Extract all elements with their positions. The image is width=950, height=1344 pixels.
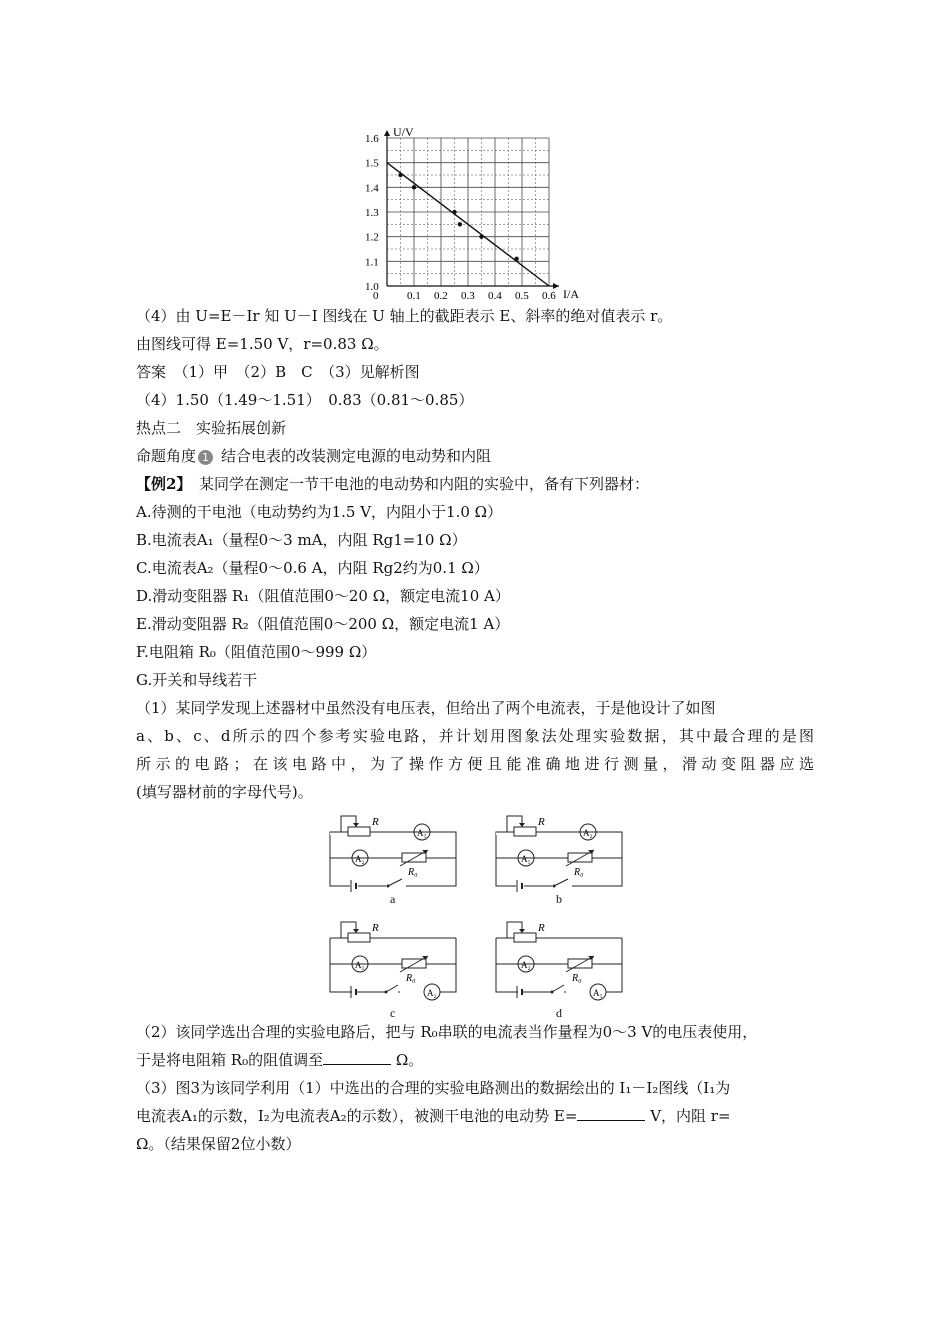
question-3-line-2 xyxy=(136,1106,731,1126)
item-b: B.电流表A₁（量程0～3 mA，内阻 Rg1=10 Ω） xyxy=(136,531,467,549)
rheostat xyxy=(348,827,370,836)
x-tick-label: 0.4 xyxy=(488,290,502,302)
question-1-line-2: a、b、c、d所示的四个参考实验电路，并计划用图象法处理实验数据，其中最合理的是图 xyxy=(136,727,814,745)
question-2-unit: Ω。 xyxy=(391,1051,424,1069)
y-tick-label: 1.2 xyxy=(365,231,379,244)
topic-angle-label: 命题角度 xyxy=(136,447,197,465)
rheostat-label: R xyxy=(538,816,545,828)
y-tick-label: 1.1 xyxy=(365,256,379,269)
data-point xyxy=(458,222,462,226)
x-axis-label: I/A xyxy=(563,287,579,301)
section-heading: 热点二 实验拓展创新 xyxy=(136,419,287,437)
resistor-box-label: R₀ xyxy=(572,973,582,984)
rheostat xyxy=(348,933,370,942)
x-tick-label: 0.1 xyxy=(407,290,421,302)
example-text: 某同学在测定一节干电池的电动势和内阻的实验中，备有下列器材： xyxy=(183,475,649,493)
item-f: F.电阻箱 R₀（阻值范围0～999 Ω） xyxy=(136,643,377,661)
circuit-c xyxy=(328,918,460,1018)
y-tick-label: 1.3 xyxy=(365,207,379,219)
item-c: C.电流表A₂（量程0～0.6 A，内阻 Rg2约为0.1 Ω） xyxy=(136,559,489,577)
item-d: D.滑动变阻器 R₁（阻值范围0～20 Ω，额定电流10 A） xyxy=(136,587,510,605)
answer-line-2: （4）1.50（1.49～1.51） 0.83（0.81～0.85） xyxy=(136,391,474,409)
rheostat-label: R xyxy=(372,816,379,828)
example-intro xyxy=(136,474,649,494)
question-1-line-3: 所示的电路；在该电路中，为了操作方便且能准确地进行测量，滑动变阻器应选 xyxy=(136,755,814,773)
data-point xyxy=(514,257,518,261)
question-3-text-2: V，内阻 r= xyxy=(645,1107,731,1125)
rheostat-label: R xyxy=(538,922,545,934)
ammeter-left-label: A₁ xyxy=(355,960,365,970)
answer-blank[interactable] xyxy=(323,1050,391,1065)
graph-grid xyxy=(387,138,549,286)
ammeter-left-label: A₂ xyxy=(521,960,531,970)
y-axis-label: U/V xyxy=(393,125,414,139)
question-2-line-1: （2）该同学选出合理的实验电路后，把与 R₀串联的电流表当作量程为0～3 V的电压表使用， xyxy=(136,1023,758,1041)
y-tick-label: 1.5 xyxy=(365,157,379,170)
answer-blank-emf[interactable] xyxy=(577,1106,645,1121)
question-3-line-3: Ω。（结果保留2位小数） xyxy=(136,1135,301,1153)
rheostat-label: R xyxy=(372,922,379,934)
data-point xyxy=(479,234,483,238)
resistor-box-label: R₀ xyxy=(574,867,584,878)
answer-line-1: 答案 （1）甲 （2）B C （3）见解析图 xyxy=(136,363,420,381)
question-2-line-2 xyxy=(136,1050,423,1070)
question-1-line-4: (填写器材前的字母代号)。 xyxy=(136,783,313,801)
circuit-caption-b: b xyxy=(556,892,562,906)
u-i-graph xyxy=(355,122,595,302)
topic-angle-title: 结合电表的改装测定电源的电动势和内阻 xyxy=(221,447,492,465)
number-badge: 1 xyxy=(198,450,213,465)
circuit-caption-d: d xyxy=(556,1006,562,1020)
question-3-line-1: （3）图3为该同学利用（1）中选出的合理的实验电路测出的数据绘出的 I₁－I₂图线（I₁为 xyxy=(136,1079,731,1097)
ammeter-bottom-label: A₁ xyxy=(593,988,603,998)
question-2-text: 于是将电阻箱 R₀的阻值调至 xyxy=(136,1051,324,1069)
ammeter-top-label: A₂ xyxy=(583,828,593,838)
topic-angle xyxy=(136,446,491,466)
x-tick-label: 0.2 xyxy=(434,290,448,302)
y-tick-label: 1.4 xyxy=(365,182,379,195)
rheostat xyxy=(514,827,536,836)
circuit-caption-c: c xyxy=(390,1006,396,1020)
item-a: A.待测的干电池（电动势约为1.5 V，内阻小于1.0 Ω） xyxy=(136,503,503,521)
solution-step-4: （4）由 U=E－Ir 知 U－I 图线在 U 轴上的截距表示 E、斜率的绝对值表示 r。 xyxy=(136,307,673,325)
resistor-box-label: R₀ xyxy=(408,867,418,878)
ammeter-left-label: A₁ xyxy=(521,854,531,864)
item-e: E.滑动变阻器 R₂（阻值范围0～200 Ω，额定电流1 A） xyxy=(136,615,510,633)
circuit-caption-a: a xyxy=(390,892,396,906)
x-tick-label: 0.5 xyxy=(515,290,529,302)
ammeter-bottom-label: A₂ xyxy=(427,988,437,998)
question-3-text: 电流表A₁的示数，I₂为电流表A₂的示数），被测干电池的电动势 E= xyxy=(136,1107,578,1125)
x-tick-label: 0.3 xyxy=(461,290,475,302)
resistor-box-label: R₀ xyxy=(406,973,416,984)
rheostat xyxy=(514,933,536,942)
y-tick-label: 1.6 xyxy=(365,133,379,145)
graph-axes xyxy=(384,130,559,289)
y-tick-label: 1.0 xyxy=(365,281,379,293)
item-g: G.开关和导线若干 xyxy=(136,671,258,689)
question-1-line-1: （1）某同学发现上述器材中虽然没有电压表，但给出了两个电流表，于是他设计了如图 xyxy=(136,699,716,717)
data-point xyxy=(398,173,402,177)
ammeter-left-label: A₂ xyxy=(355,854,365,864)
data-point xyxy=(412,185,416,189)
example-tag: 【例2】 xyxy=(136,475,184,493)
circuit-d xyxy=(494,918,626,1018)
x-tick-label: 0 xyxy=(373,290,379,302)
ammeter-top-label: A₁ xyxy=(417,828,427,838)
data-point xyxy=(452,210,456,214)
solution-result: 由图线可得 E=1.50 V，r=0.83 Ω。 xyxy=(136,335,389,353)
x-tick-label: 0.6 xyxy=(542,290,556,302)
